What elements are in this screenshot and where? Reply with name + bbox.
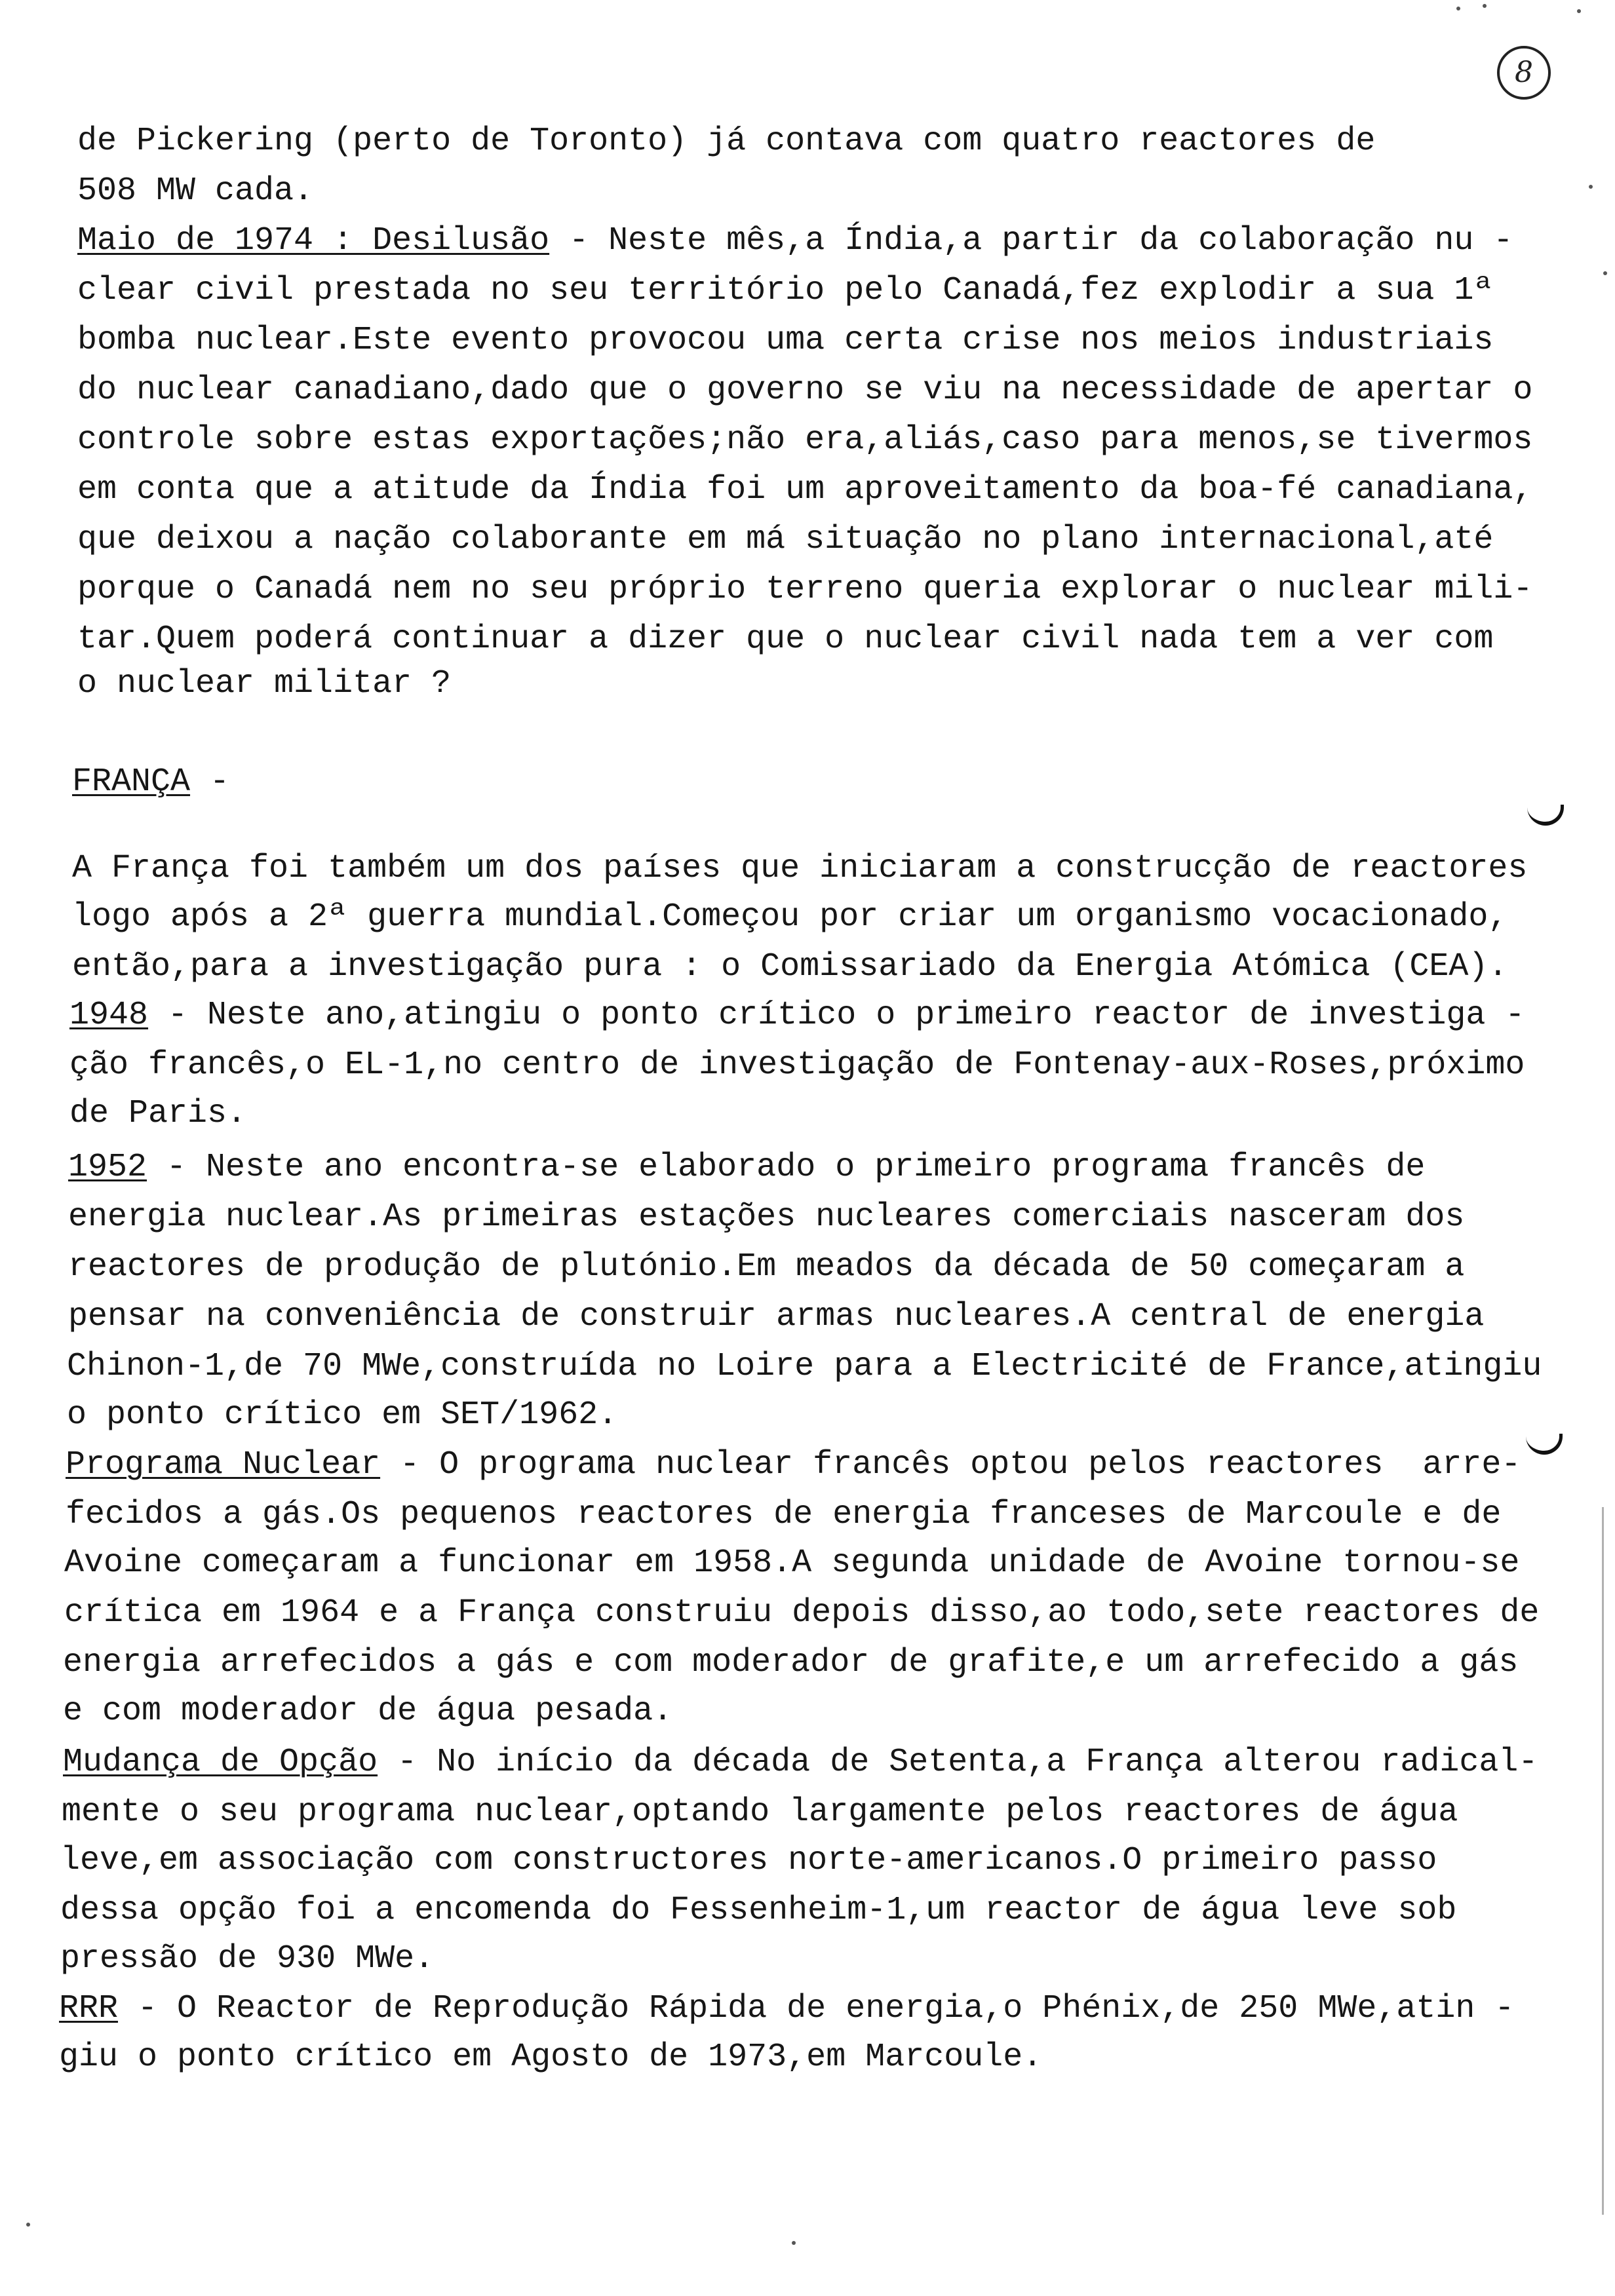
text-line xyxy=(59,1989,1514,2029)
text-line: controle sobre estas exportações;não era,aliás,caso para menos,se tivermos xyxy=(77,421,1533,459)
text-line: clear civil prestada no seu território pelo Canadá,fez explodir a sua 1ª xyxy=(77,272,1494,309)
text-line: A França foi também um dos países que iniciaram a construcção de reactores xyxy=(72,850,1528,887)
text-line: que deixou a nação colaborante em má situação no plano internacional,até xyxy=(77,521,1494,558)
scan-speck xyxy=(1603,271,1607,275)
text-line xyxy=(69,996,1525,1035)
text-line: 508 MW cada. xyxy=(77,172,314,210)
text-span: - No início da década de Setenta,a França alterou radical- xyxy=(378,1744,1538,1781)
section-label-rrr: RRR xyxy=(59,1990,119,2027)
text-line: bomba nuclear.Este evento provocou uma certa crise nos meios industriais xyxy=(77,322,1494,359)
scan-speck xyxy=(26,2223,30,2227)
text-line: Chinon-1,de 70 MWe,construída no Loire para a Electricité de France,atingiu xyxy=(67,1348,1542,1385)
margin-tick-mark xyxy=(1526,1434,1563,1455)
text-line: energia arrefecidos a gás e com moderador de grafite,e um arrefecido a gás xyxy=(63,1644,1519,1681)
text-line: tar.Quem poderá continuar a dizer que o nuclear civil nada tem a ver com xyxy=(77,621,1494,658)
scan-speck xyxy=(1577,9,1581,13)
text-line: crítica em 1964 e a França construiu depois disso,ao todo,sete reactores de xyxy=(64,1594,1540,1632)
text-span: - O programa nuclear francês optou pelos reactores arre- xyxy=(380,1446,1521,1483)
scan-speck xyxy=(1456,7,1460,10)
section-label-maio-1974: Maio de 1974 : Desilusão xyxy=(77,222,550,259)
text-line: giu o ponto crítico em Agosto de 1973,em Marcoule. xyxy=(59,2038,1043,2076)
section-label-mudanca-de-opcao: Mudança de Opção xyxy=(63,1744,378,1781)
text-span: - Neste ano,atingiu o ponto crítico o primeiro reactor de investiga - xyxy=(148,997,1525,1034)
text-line: dessa opção foi a encomenda do Fessenheim-1,um reactor de água leve sob xyxy=(60,1892,1457,1929)
section-heading-franca xyxy=(72,763,229,802)
text-line: logo após a 2ª guerra mundial.Começou por criar um organismo vocacionado, xyxy=(72,898,1508,936)
text-line: pressão de 930 MWe. xyxy=(60,1940,435,1978)
section-label-1952: 1952 xyxy=(68,1149,147,1186)
text-span: - Neste ano encontra-se elaborado o primeiro programa francês de xyxy=(147,1149,1426,1186)
scan-edge-line xyxy=(1602,1507,1604,2215)
text-line: de Paris. xyxy=(69,1095,247,1132)
text-line xyxy=(77,221,1513,261)
page-number: 8 xyxy=(1497,46,1551,100)
scan-speck xyxy=(1483,4,1487,8)
text-line: e com moderador de água pesada. xyxy=(63,1693,673,1730)
text-line: então,para a investigação pura : o Comissariado da Energia Atómica (CEA). xyxy=(72,948,1508,985)
margin-tick-mark xyxy=(1527,805,1564,826)
text-line: porque o Canadá nem no seu próprio terreno queria explorar o nuclear mili- xyxy=(77,571,1533,608)
text-line: do nuclear canadiano,dado que o governo se viu na necessidade de apertar o xyxy=(77,372,1533,409)
text-line: Avoine começaram a funcionar em 1958.A segunda unidade de Avoine tornou-se xyxy=(64,1544,1520,1582)
text-line xyxy=(68,1148,1425,1187)
section-label-programa-nuclear: Programa Nuclear xyxy=(66,1446,381,1483)
text-line: pensar na conveniência de construir armas nucleares.A central de energia xyxy=(68,1298,1485,1335)
section-label-1948: 1948 xyxy=(69,997,149,1034)
text-line: reactores de produção de plutónio.Em meados da década de 50 começaram a xyxy=(68,1248,1465,1286)
heading-suffix: - xyxy=(190,763,230,801)
text-line: de Pickering (perto de Toronto) já contava com quatro reactores de xyxy=(77,123,1376,160)
text-line: fecidos a gás.Os pequenos reactores de energia franceses de Marcoule e de xyxy=(66,1496,1502,1533)
text-line: em conta que a atitude da Índia foi um aproveitamento da boa-fé canadiana, xyxy=(77,471,1533,508)
text-line: energia nuclear.As primeiras estações nucleares comerciais nasceram dos xyxy=(68,1198,1465,1236)
text-span: - O Reactor de Reprodução Rápida de energia,o Phénix,de 250 MWe,atin - xyxy=(118,1990,1515,2027)
text-span: - Neste mês,a Índia,a partir da colaboração nu - xyxy=(549,222,1513,259)
text-line: leve,em associação com constructores norte-americanos.O primeiro passo xyxy=(60,1842,1437,1879)
text-line xyxy=(66,1445,1521,1485)
text-line xyxy=(63,1743,1538,1782)
text-line: mente o seu programa nuclear,optando largamente pelos reactores de água xyxy=(62,1793,1458,1831)
text-line: o ponto crítico em SET/1962. xyxy=(67,1396,618,1434)
heading-text: FRANÇA xyxy=(72,763,191,801)
scan-speck xyxy=(792,2241,796,2245)
text-line: o nuclear militar ? xyxy=(77,665,452,702)
scan-speck xyxy=(1589,185,1593,189)
text-line: ção francês,o EL-1,no centro de investigação de Fontenay-aux-Roses,próximo xyxy=(69,1046,1525,1084)
